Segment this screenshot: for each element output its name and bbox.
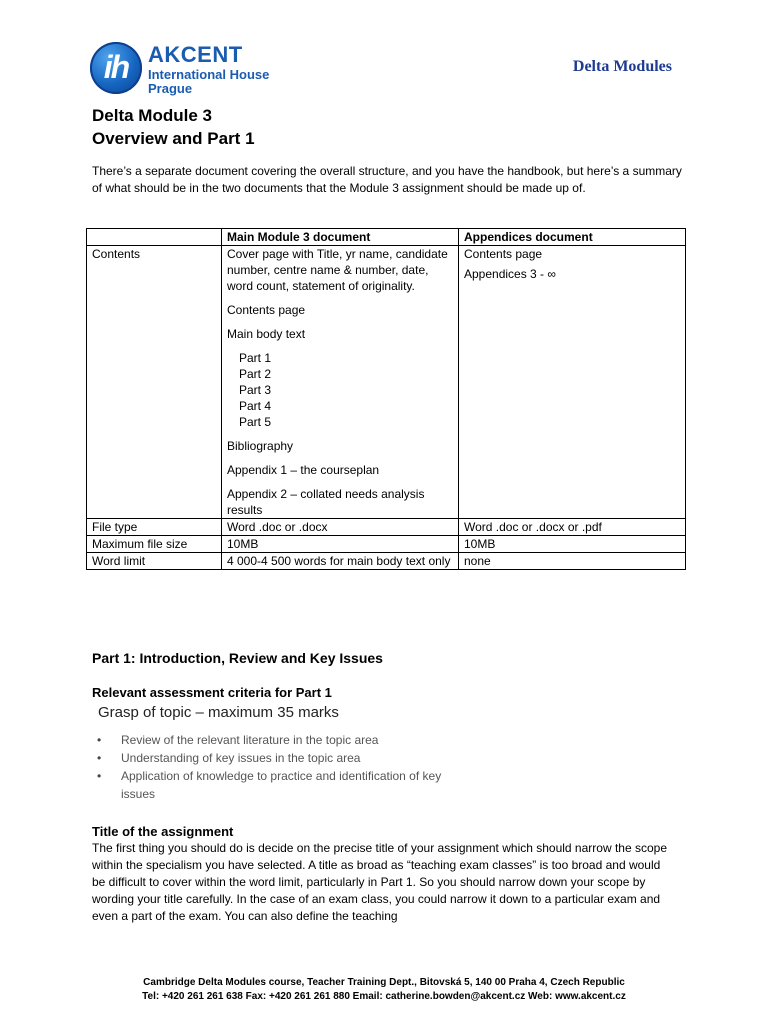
header-title: Delta Modules <box>572 58 672 75</box>
part-item: Part 2 <box>239 367 272 381</box>
list-item: • Review of the relevant literature in the topic area <box>97 731 477 749</box>
row-label: File type <box>87 519 222 536</box>
row-label: Maximum file size <box>87 536 222 553</box>
appendix-cell: none <box>459 553 686 570</box>
table-row <box>87 553 686 570</box>
part-item: Part 1 <box>239 351 272 365</box>
logo-line-2: International House <box>148 67 270 82</box>
criteria-heading: Relevant assessment criteria for Part 1 <box>92 685 332 700</box>
part1-heading: Part 1: Introduction, Review and Key Issues <box>92 650 383 666</box>
part-item: Part 3 <box>239 383 272 397</box>
main-item: Bibliography <box>227 439 294 453</box>
row-label: Contents <box>87 246 222 519</box>
page-footer <box>0 976 768 1004</box>
appendix-cell: Word .doc or .docx or .pdf <box>459 519 686 536</box>
ih-logo-mark: ih <box>90 42 142 94</box>
main-item: Appendix 1 – the courseplan <box>227 463 380 477</box>
main-item: Contents page <box>227 303 306 317</box>
row-label: Word limit <box>87 553 222 570</box>
table-row <box>87 519 686 536</box>
header-cell-empty <box>87 229 222 246</box>
title-line-2: Overview and Part 1 <box>92 129 255 148</box>
table-row-contents <box>87 246 686 519</box>
appendix-item: Contents page <box>464 247 543 261</box>
assignment-paragraph: The first thing you should do is decide on the precise title of your assignment which should narrow the scope within the specialism you have selected. A title as broad as “teaching exam classes” is too broad and would be difficult to cover within the word limit, particularly in Part 1. So you should narrow down your scope by wording your title carefully. In the case of an exam class, you could narrow it down to a particular exam and even a part of the exam. You can also define the teaching <box>92 841 667 923</box>
header-cell-main: Main Module 3 document <box>222 229 459 246</box>
title-line-1: Delta Module 3 <box>92 106 212 125</box>
criteria-list <box>97 731 477 803</box>
main-contents-cell <box>222 246 459 519</box>
table-header-row <box>87 229 686 246</box>
akcent-logo <box>90 42 290 94</box>
main-cell: Word .doc or .docx <box>222 519 459 536</box>
appendix-cell: 10MB <box>459 536 686 553</box>
assignment-title-heading: Title of the assignment <box>92 824 234 839</box>
grasp-heading: Grasp of topic – maximum 35 marks <box>98 704 339 721</box>
part-item: Part 5 <box>239 415 272 429</box>
logo-line-3: Prague <box>148 81 193 96</box>
appendix-item: Appendices 3 - ∞ <box>464 267 556 281</box>
overview-table <box>86 228 686 570</box>
main-item: Appendix 2 – collated needs analysis results <box>227 487 425 517</box>
main-cell: 10MB <box>222 536 459 553</box>
header-cell-appendices: Appendices document <box>459 229 686 246</box>
main-item: Cover page with Title, yr name, candidate number, centre name & number, date, word count, statement of originality. <box>227 247 448 293</box>
main-item: Main body text <box>227 327 306 341</box>
list-item: • Understanding of key issues in the topic area <box>97 749 477 767</box>
main-cell: 4 000-4 500 words for main body text only <box>222 553 459 570</box>
part-item: Part 4 <box>239 399 272 413</box>
logo-text <box>148 44 269 95</box>
logo-line-1: AKCENT <box>148 42 243 67</box>
intro-paragraph: There’s a separate document covering the overall structure, and you have the handbook, but here’s a summary of what should be in the two documents that the Module 3 assignment should be made up of. <box>92 164 682 195</box>
document-title <box>92 104 255 150</box>
parts-list <box>239 350 453 430</box>
footer-line-1: Cambridge Delta Modules course, Teacher Training Dept., Bitovská 5, 140 00 Praha 4, Czech Republic <box>143 977 625 988</box>
footer-line-2: Tel: +420 261 261 638 Fax: +420 261 261 880 Email: catherine.bowden@akcent.cz Web: www.akcent.cz <box>142 991 626 1002</box>
table-row <box>87 536 686 553</box>
appendix-contents-cell <box>459 246 686 519</box>
list-item: • Application of knowledge to practice and identification of key issues <box>97 767 477 803</box>
